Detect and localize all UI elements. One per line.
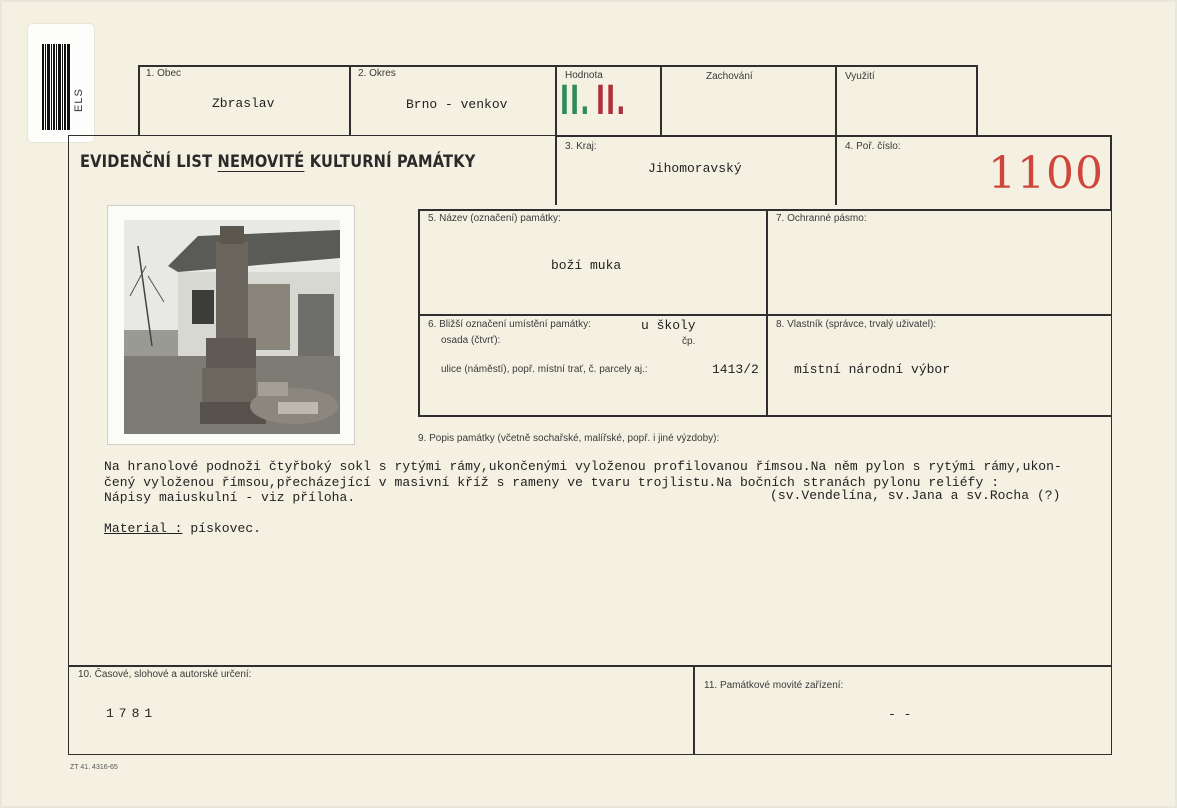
casove-value: 1781: [106, 706, 158, 721]
material-label: Material :: [104, 521, 183, 536]
obec-value: Zbraslav: [212, 96, 275, 111]
popis-label: 9. Popis památky (včetně sochařské, malířské, popř. i jiné výzdoby):: [418, 433, 720, 444]
divider: [349, 65, 351, 135]
hodnota-label: Hodnota: [565, 70, 603, 81]
obec-label: 1. Obec: [146, 68, 182, 79]
ochranne-label: 7. Ochranné pásmo:: [776, 213, 867, 224]
popis-line-2: čený vyloženou římsou,přecházející v masivní kříž s rameny ve tvaru trojlistu.Na bočních stranách pylonu reliéfy :: [104, 475, 1000, 490]
photo-image: [108, 206, 354, 444]
nazev-label: 5. Název (označení) památky:: [428, 213, 561, 224]
monument-photo: [107, 205, 355, 445]
page-title: [80, 152, 475, 172]
blizsi-value: u školy: [641, 318, 696, 333]
title-part-3: KULTURNÍ PAMÁTKY: [309, 152, 476, 172]
ulice-label: ulice (náměstí), popř. místní trať, č. parcely aj.:: [441, 364, 648, 375]
material-value: pískovec.: [190, 521, 262, 536]
zachovani-label: Zachování: [706, 71, 753, 82]
divider: [418, 415, 1111, 417]
hodnota-grade-2: II.: [596, 78, 627, 124]
blizsi-label: 6. Bližší označení umístění památky:: [428, 319, 591, 330]
divider: [418, 209, 1111, 211]
divider: [660, 65, 662, 135]
parcela-value: 1413/2: [712, 362, 759, 377]
barcode-sticker: [28, 24, 94, 142]
divider: [693, 665, 695, 755]
divider: [976, 65, 978, 135]
nazev-value: boží muka: [551, 258, 622, 273]
hodnota-grade-1: II.: [560, 78, 591, 124]
cp-label: čp.: [682, 336, 696, 347]
popis-line-3b: (sv.Vendelína, sv.Jana a sv.Rocha (?): [770, 488, 1061, 503]
kraj-label: 3. Kraj:: [565, 141, 597, 152]
barcode-icon: [28, 24, 94, 142]
movite-value: - -: [888, 707, 912, 722]
vlastnik-label: 8. Vlastník (správce, trvalý uživatel):: [776, 319, 937, 330]
vlastnik-value: místní národní výbor: [794, 362, 951, 377]
print-code: ZT 41. 4316-65: [70, 764, 118, 771]
kraj-value: Jihomoravský: [648, 161, 742, 176]
vyuziti-label: Využití: [845, 71, 875, 82]
divider: [138, 65, 140, 135]
casove-label: 10. Časové, slohové a autorské určení:: [78, 669, 252, 680]
divider: [1110, 135, 1112, 210]
title-part-2: NEMOVITÉ: [217, 152, 305, 172]
top-border: [138, 65, 978, 67]
divider: [68, 665, 1112, 667]
okres-value: Brno - venkov: [406, 97, 508, 112]
popis-line-3: Nápisy maiuskulní - viz příloha.: [104, 490, 356, 505]
divider: [766, 209, 768, 416]
divider: [418, 209, 420, 416]
barcode-label: ELS: [73, 88, 85, 112]
por-cislo-value: 1100: [988, 148, 1104, 199]
movite-label: 11. Památkové movité zařízení:: [704, 680, 844, 691]
popis-line-1: Na hranolové podnoži čtyřboký sokl s rytými rámy,ukončenými vyloženou profilovanou římsou.Na něm pylon s rytými rámy,ukon-: [104, 459, 1062, 474]
por-cislo-label: 4. Poř. číslo:: [845, 141, 901, 152]
material-line: [104, 521, 261, 536]
okres-label: 2. Okres: [358, 68, 396, 79]
divider: [555, 135, 1112, 137]
title-part-1: EVIDENČNÍ LIST: [80, 152, 213, 172]
divider: [418, 314, 1111, 316]
osada-label: osada (čtvrť):: [441, 335, 501, 346]
